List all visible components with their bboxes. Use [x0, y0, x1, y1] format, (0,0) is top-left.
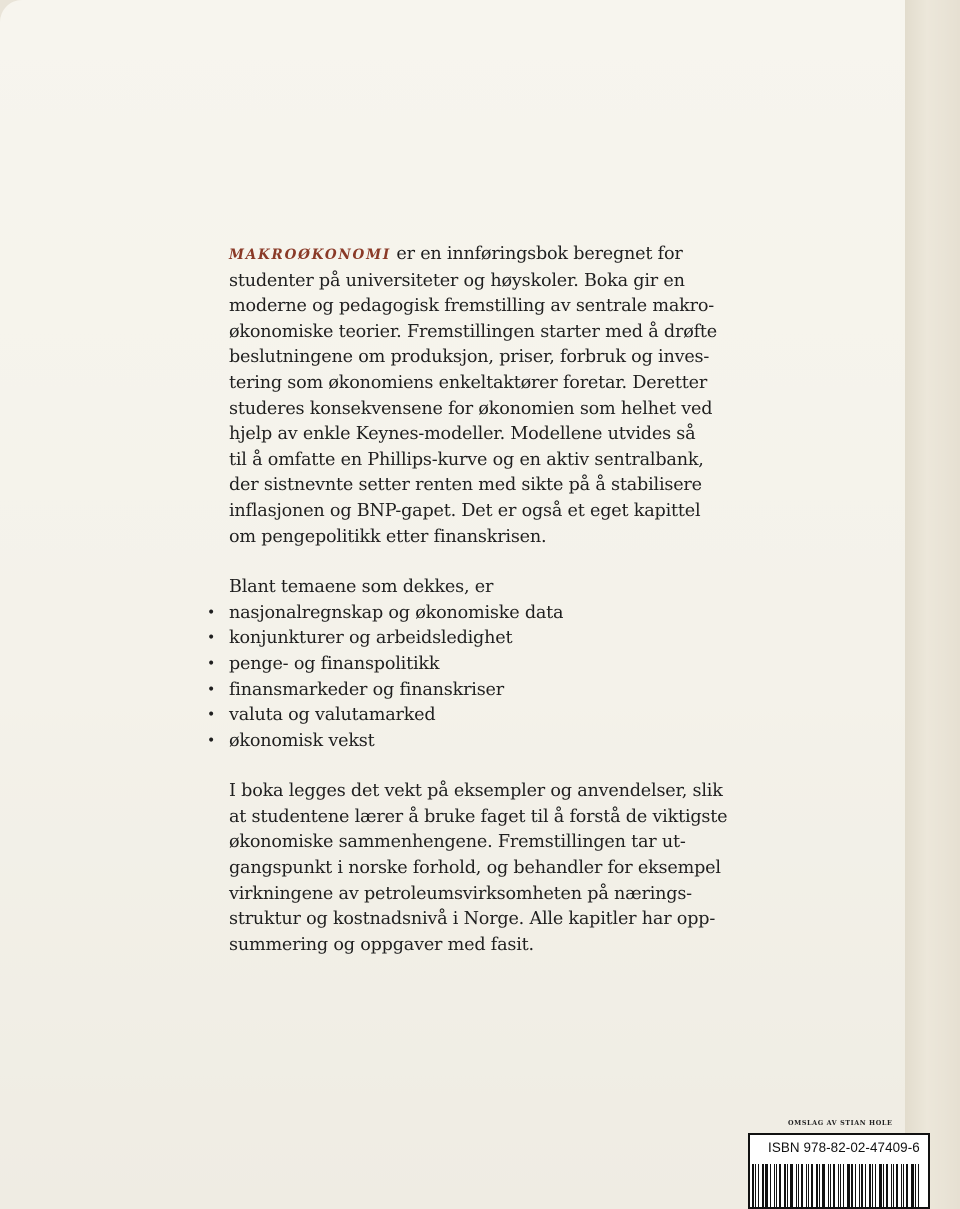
- bullet-icon: •: [207, 604, 216, 621]
- barcode-icon: [752, 1164, 924, 1209]
- barcode-stripe: [774, 1164, 775, 1209]
- list-item: • penge- og finanspolitikk: [229, 652, 749, 678]
- barcode-stripe: [840, 1164, 841, 1209]
- cover-edge: [905, 0, 960, 1209]
- barcode-stripe: [752, 1164, 754, 1209]
- description-line: økonomiske teorier. Fremstillingen starter med å drøfte: [229, 321, 717, 342]
- barcode-stripe: [755, 1164, 756, 1209]
- list-item: • konjunkturer og arbeidsledighet: [229, 626, 749, 652]
- barcode-stripe: [859, 1164, 860, 1209]
- barcode-stripe: [906, 1164, 908, 1209]
- barcode-stripe: [855, 1164, 856, 1209]
- barcode-stripe: [872, 1164, 873, 1209]
- barcode-stripe: [787, 1164, 788, 1209]
- barcode-stripe: [830, 1164, 831, 1209]
- isbn-number: ISBN 978-82-02-47409-6: [768, 1140, 920, 1155]
- spacer: [229, 550, 749, 575]
- barcode-stripe: [875, 1164, 876, 1209]
- bullet-icon: •: [207, 732, 216, 749]
- closing-line: økonomiske sammenhengene. Fremstillingen tar ut-: [229, 832, 686, 853]
- closing-line: virkningene av petroleumsvirksomheten på nærings-: [229, 883, 692, 904]
- barcode-stripe: [776, 1164, 777, 1209]
- list-item: • valuta og valutamarked: [229, 703, 749, 729]
- barcode-stripe: [811, 1164, 813, 1209]
- barcode-stripe: [808, 1164, 809, 1209]
- barcode-stripe: [843, 1164, 844, 1209]
- barcode-stripe: [822, 1164, 825, 1209]
- barcode-stripe: [758, 1164, 759, 1209]
- bullet-icon: •: [207, 655, 216, 672]
- barcode-stripe: [918, 1164, 919, 1209]
- barcode-stripe: [765, 1164, 768, 1209]
- barcode-stripe: [901, 1164, 902, 1209]
- blurb: [207, 242, 749, 958]
- bullet-icon: •: [207, 681, 216, 698]
- barcode-stripe: [883, 1164, 884, 1209]
- barcode-stripe: [851, 1164, 853, 1209]
- closing-line: struktur og kostnadsnivå i Norge. Alle kapitler har opp-: [229, 909, 716, 930]
- closing-line: summering og oppgaver med fasit.: [229, 934, 534, 955]
- barcode-stripe: [879, 1164, 882, 1209]
- barcode-stripe: [770, 1164, 771, 1209]
- list-item: • økonomisk vekst: [229, 729, 749, 755]
- closing-line: I boka legges det vekt på eksempler og anvendelser, slik: [229, 781, 723, 802]
- barcode-stripe: [790, 1164, 793, 1209]
- description-line: hjelp av enkle Keynes-modeller. Modellene utvides så: [229, 424, 696, 445]
- barcode-stripe: [796, 1164, 797, 1209]
- description-line: inflasjonen og BNP-gapet. Det er også et eget kapittel: [229, 500, 701, 521]
- barcode-stripe: [806, 1164, 807, 1209]
- barcode-stripe: [915, 1164, 916, 1209]
- barcode-stripe: [798, 1164, 799, 1209]
- spacer: [229, 754, 749, 779]
- description-line: studeres konsekvensene for økonomien som helhet ved: [229, 398, 713, 419]
- barcode-stripe: [891, 1164, 892, 1209]
- description-line: der sistnevnte setter renten med sikte på å stabilisere: [229, 475, 702, 496]
- description-line-1: MAKROØKONOMI er en innføringsbok beregnet for: [229, 244, 683, 264]
- description-line: til å omfatte en Phillips-kurve og en aktiv sentralbank,: [229, 449, 704, 470]
- barcode-stripe: [865, 1164, 866, 1209]
- barcode-stripe: [903, 1164, 904, 1209]
- barcode-stripe: [893, 1164, 894, 1209]
- barcode-stripe: [784, 1164, 786, 1209]
- barcode-stripe: [779, 1164, 781, 1209]
- description-line: om pengepolitikk etter finanskrisen.: [229, 526, 547, 547]
- description-line: studenter på universiteter og høyskoler. Boka gir en: [229, 270, 685, 291]
- closing-line: at studentene lærer å bruke faget til å forstå de viktigste: [229, 806, 728, 827]
- bullet-icon: •: [207, 630, 216, 647]
- list-item: • nasjonalregnskap og økonomiske data: [229, 601, 749, 627]
- barcode-stripe: [838, 1164, 839, 1209]
- description-line: beslutningene om produksjon, priser, forbruk og inves-: [229, 347, 710, 368]
- cover-credit: OMSLAG AV STIAN HOLE: [788, 1119, 893, 1127]
- barcode-stripe: [886, 1164, 888, 1209]
- description-line: moderne og pedagogisk fremstilling av sentrale makro-: [229, 296, 714, 317]
- barcode-stripe: [911, 1164, 914, 1209]
- description-line: tering som økonomiens enkeltaktører foretar. Deretter: [229, 372, 708, 393]
- barcode-stripe: [896, 1164, 898, 1209]
- list-item: • finansmarkeder og finanskriser: [229, 678, 749, 704]
- barcode-stripe: [869, 1164, 871, 1209]
- barcode-stripe: [819, 1164, 820, 1209]
- topics-list: [207, 601, 749, 755]
- barcode-stripe: [816, 1164, 818, 1209]
- barcode-stripe: [847, 1164, 850, 1209]
- topics-intro: Blant temaene som dekkes, er: [229, 577, 494, 598]
- barcode-stripe: [801, 1164, 803, 1209]
- bullet-icon: •: [207, 707, 216, 724]
- barcode-stripe: [861, 1164, 863, 1209]
- closing-line: gangspunkt i norske forhold, og behandler for eksempel: [229, 858, 721, 879]
- barcode-stripe: [833, 1164, 835, 1209]
- book-title: MAKROØKONOMI: [229, 247, 391, 263]
- barcode-stripe: [828, 1164, 829, 1209]
- barcode-stripe: [762, 1164, 764, 1209]
